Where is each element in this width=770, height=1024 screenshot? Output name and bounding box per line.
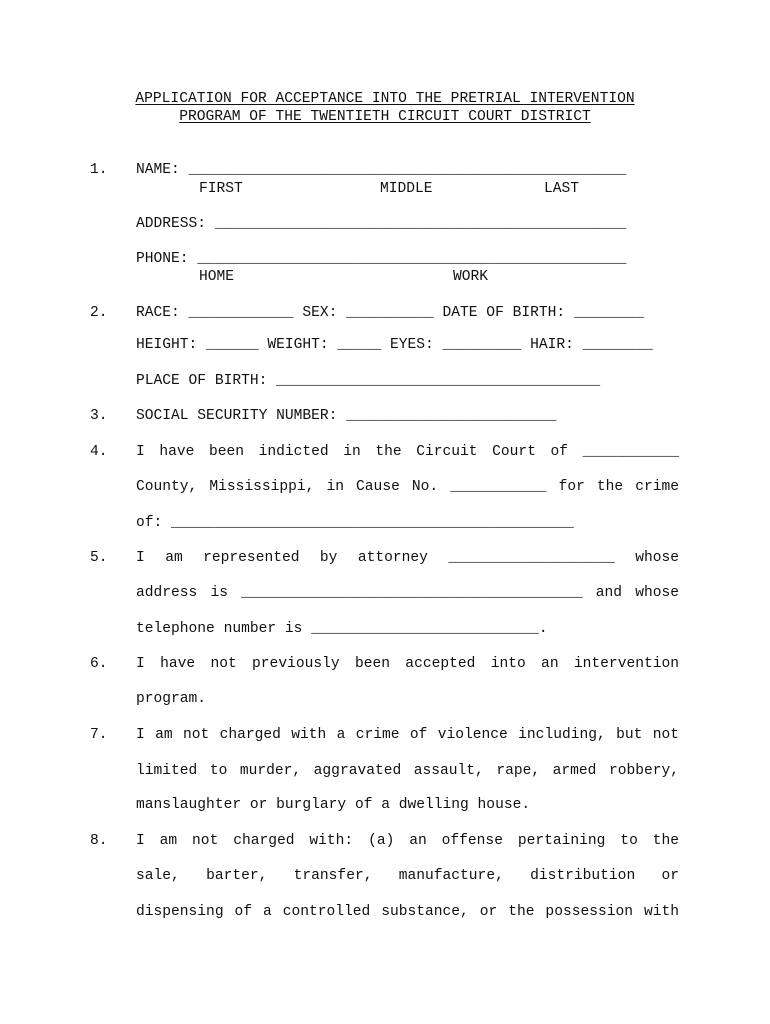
form-title-line-2: PROGRAM OF THE TWENTIETH CIRCUIT COURT DISTRICT: [179, 109, 591, 125]
item8-line-1: I am not charged with: (a) an offense pertaining to the: [136, 833, 679, 849]
place-of-birth-field[interactable]: PLACE OF BIRTH: _____________________________________: [136, 373, 601, 389]
name-middle-caption: MIDDLE: [380, 181, 433, 197]
phone-home-caption: HOME: [199, 269, 235, 285]
form-title-line-1: APPLICATION FOR ACCEPTANCE INTO THE PRETRIAL INTERVENTION: [135, 91, 635, 107]
phone-field[interactable]: PHONE: _________________________________________________: [136, 251, 627, 267]
item4-line-1[interactable]: I have been indicted in the Circuit Court of ___________: [136, 444, 679, 460]
height-weight-eyes-hair-fields[interactable]: HEIGHT: ______ WEIGHT: _____ EYES: _________ HAIR: ________: [136, 337, 653, 353]
item4-crime-field[interactable]: of: ______________________________________________: [136, 515, 574, 531]
item4-line-2[interactable]: County, Mississippi, in Cause No. ___________ for the crime: [136, 479, 679, 495]
item7-line-1: I am not charged with a crime of violence including, but not: [136, 727, 679, 743]
item7-line-2: limited to murder, aggravated assault, rape, armed robbery,: [136, 763, 679, 779]
name-field[interactable]: NAME: __________________________________________________: [136, 162, 627, 178]
item6-line-2: program.: [136, 691, 207, 707]
item-number-4: 4.: [90, 444, 108, 460]
item-number-6: 6.: [90, 656, 108, 672]
name-first-caption: FIRST: [199, 181, 243, 197]
item-number-7: 7.: [90, 727, 108, 743]
item-number-8: 8.: [90, 833, 108, 849]
item-number-1: 1.: [90, 162, 108, 178]
address-field[interactable]: ADDRESS: _______________________________________________: [136, 216, 627, 232]
item5-line-2[interactable]: address is _______________________________________ and whose: [136, 585, 679, 601]
item7-line-3: manslaughter or burglary of a dwelling house.: [136, 797, 531, 813]
social-security-field[interactable]: SOCIAL SECURITY NUMBER: ________________________: [136, 408, 557, 424]
item8-line-2: sale, barter, transfer, manufacture, distribution or: [136, 868, 679, 884]
phone-work-caption: WORK: [453, 269, 489, 285]
item5-line-1[interactable]: I am represented by attorney ___________________ whose: [136, 550, 679, 566]
item6-line-1: I have not previously been accepted into an intervention: [136, 656, 679, 672]
item-number-5: 5.: [90, 550, 108, 566]
item5-telephone-field[interactable]: telephone number is __________________________.: [136, 621, 548, 637]
item-number-2: 2.: [90, 305, 108, 321]
item-number-3: 3.: [90, 408, 108, 424]
item8-line-3: dispensing of a controlled substance, or the possession with: [136, 904, 679, 920]
race-sex-dob-fields[interactable]: RACE: ____________ SEX: __________ DATE OF BIRTH: ________: [136, 305, 644, 321]
name-last-caption: LAST: [544, 181, 580, 197]
